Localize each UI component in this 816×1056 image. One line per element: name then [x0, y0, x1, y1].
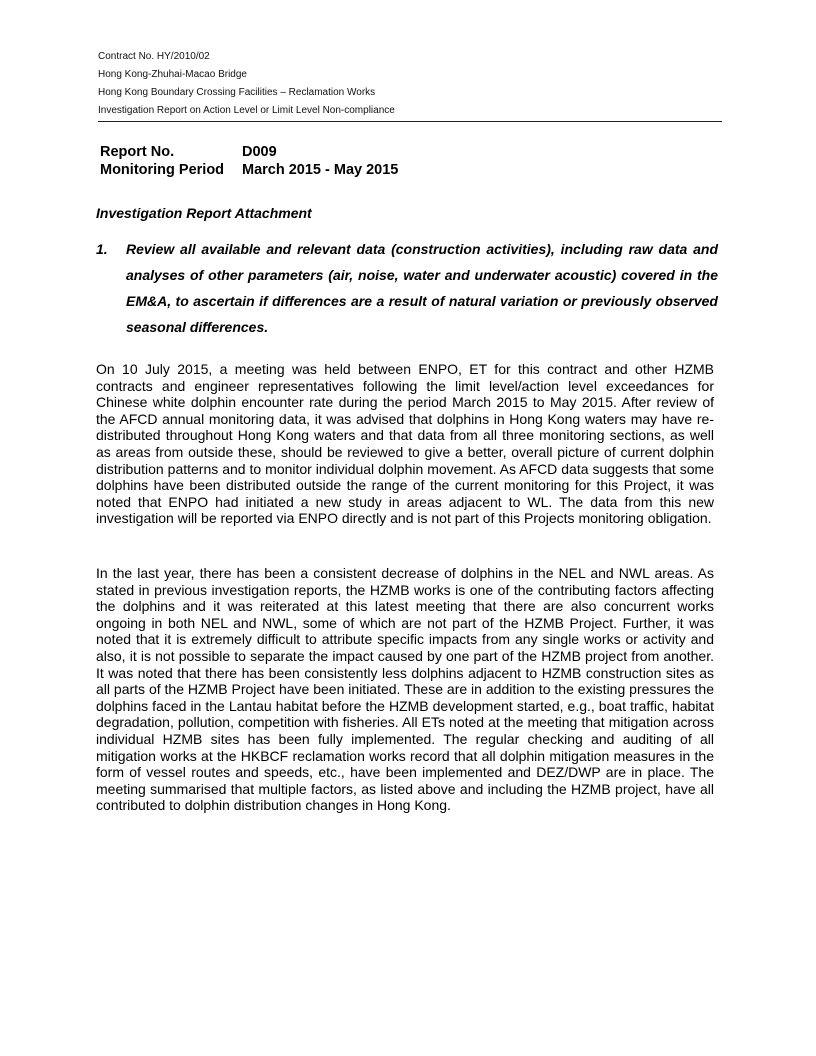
attachment-title: Investigation Report Attachment	[96, 205, 312, 221]
report-number-value: D009	[242, 144, 277, 160]
review-item	[96, 236, 718, 340]
header-facility-name: Hong Kong Boundary Crossing Facilities – Reclamation Works	[98, 87, 376, 98]
header-project-name: Hong Kong-Zhuhai-Macao Bridge	[98, 69, 247, 80]
review-item-text: Review all available and relevant data (construction activities), including raw data and analyses of other parameters (air, noise, water and underwater acoustic) covered in the EM&A, to ascertain if differences are a result of natural variation or previously observed seasonal differences.	[126, 241, 718, 335]
page-header	[98, 48, 722, 122]
findings-paragraph: In the last year, there has been a consistent decrease of dolphins in the NEL and NWL areas. As stated in previous investigation reports, the HZMB works is one of the contributing factors affecting the dolphins and it was reiterated at this latest meeting that there are also concurrent works ongoing in both NEL and NWL, some of which are not part of the HZMB Project. Further, it was noted that it is extremely difficult to attribute specific impacts from any single works or activity and also, it is not possible to separate the impact caused by one part of the HZMB project from another. It was noted that there has been consistently less dolphins adjacent to HZMB construction sites as all parts of the HZMB Project have been initiated. These are in addition to the existing pressures the dolphins faced in the Lantau habitat before the HZMB development started, e.g., boat traffic, habitat degradation, pollution, competition with fisheries. All ETs noted at the meeting that mitigation across individual HZMB sites has been fully implemented. The regular checking and auditing of all mitigation works at the HKBCF reclamation works record that all dolphin mitigation measures in the form of vessel routes and speeds, etc., have been implemented and DEZ/DWP are in place. The meeting summarised that multiple factors, as listed above and including the HZMB project, have all contributed to dolphin distribution changes in Hong Kong.	[96, 565, 714, 814]
report-number-row	[100, 143, 398, 161]
report-meta	[100, 143, 398, 179]
monitoring-period-value: March 2015 - May 2015	[242, 162, 399, 178]
review-item-number: 1.	[96, 241, 108, 257]
report-number-label: Report No.	[100, 144, 175, 160]
header-report-type: Investigation Report on Action Level or Limit Level Non-compliance	[98, 105, 395, 116]
monitoring-period-row	[100, 161, 398, 179]
header-contract-number: Contract No. HY/2010/02	[98, 51, 210, 62]
meeting-paragraph: On 10 July 2015, a meeting was held between ENPO, ET for this contract and other HZMB contracts and engineer representatives following the limit level/action level exceedances for Chinese white dolphin encounter rate during the period March 2015 to May 2015. After review of the AFCD annual monitoring data, it was advised that dolphins in Hong Kong waters may have re-distributed throughout Hong Kong waters and that data from all three monitoring sections, as well as areas from outside these, should be reviewed to give a better, overall picture of current dolphin distribution patterns and to monitor individual dolphin movement. As AFCD data suggests that some dolphins have been distributed outside the range of the current monitoring for this Project, it was noted that ENPO had initiated a new study in areas adjacent to WL. The data from this new investigation will be reported via ENPO directly and is not part of this Projects monitoring obligation.	[96, 361, 714, 527]
monitoring-period-label: Monitoring Period	[100, 162, 225, 178]
